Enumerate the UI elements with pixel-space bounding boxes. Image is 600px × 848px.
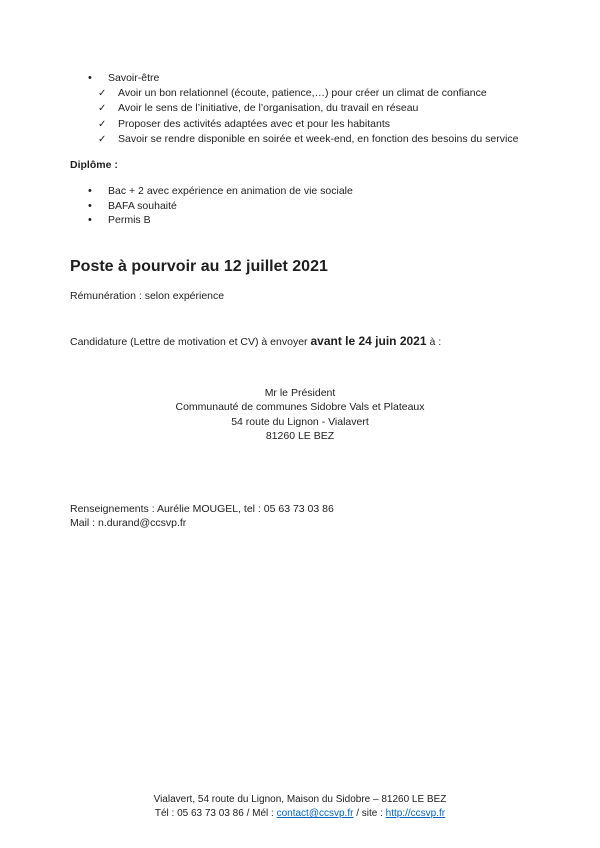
- footer-address-line: Vialavert, 54 route du Lignon, Maison du Sidobre – 81260 LE BEZ: [153, 794, 447, 805]
- address-line: Mr le Président: [264, 386, 336, 399]
- address-line: 54 route du Lignon - Vialavert: [231, 415, 369, 428]
- email-link[interactable]: contact@ccsvp.fr: [276, 808, 354, 819]
- list-item: [70, 184, 530, 199]
- checkmark-icon: ✓: [98, 134, 107, 145]
- check-item: [70, 86, 530, 102]
- checkmark-icon: ✓: [98, 103, 107, 114]
- candidature-suffix: à :: [426, 336, 442, 348]
- bullet-icon: •: [88, 214, 92, 226]
- check-item-text: Proposer des activités adaptées avec et pour les habitants: [118, 117, 390, 130]
- bullet-icon: •: [88, 199, 92, 212]
- remuneration-text: Rémunération : selon expérience: [70, 289, 225, 302]
- list-item-text: Permis B: [108, 214, 151, 226]
- diplome-list: [70, 184, 530, 228]
- footer-contact-separator: / site :: [353, 808, 386, 819]
- footer-contact-prefix: Tél : 05 63 73 03 86 / Mél :: [154, 808, 277, 819]
- check-item-text: Savoir se rendre disponible en soirée et week-end, en fonction des besoins du service: [118, 133, 519, 145]
- address-block: [70, 386, 530, 444]
- check-item: [70, 101, 530, 117]
- bullet-icon: •: [88, 185, 92, 197]
- check-item: [70, 117, 530, 133]
- poste-heading: Poste à pourvoir au 12 juillet 2021: [70, 257, 328, 275]
- savoir-etre-title-row: [70, 71, 530, 86]
- savoir-etre-title: Savoir-être: [108, 72, 160, 84]
- renseignements-text: Renseignements : Aurélie MOUGEL, tel : 05 63 73 03 86: [70, 502, 334, 515]
- check-item: [70, 132, 530, 148]
- candidature-prefix: Candidature (Lettre de motivation et CV) à envoyer: [70, 336, 311, 348]
- footer-contact-line: [0, 807, 600, 821]
- list-item: [70, 213, 530, 228]
- candidature-deadline: avant le 24 juin 2021: [310, 334, 427, 348]
- list-item-text: Bac + 2 avec expérience en animation de vie sociale: [108, 185, 353, 197]
- page-footer: [0, 793, 600, 821]
- check-item-text: Avoir un bon relationnel (écoute, patience,…) pour créer un climat de confiance: [118, 86, 487, 99]
- list-item-text: BAFA souhaité: [108, 199, 177, 212]
- website-link[interactable]: http://ccsvp.fr: [385, 808, 446, 819]
- checkmark-icon: ✓: [98, 118, 107, 130]
- list-item: [70, 199, 530, 214]
- mail-text: Mail : n.durand@ccsvp.fr: [70, 517, 187, 529]
- address-line: 81260 LE BEZ: [265, 430, 335, 442]
- candidature-text: [70, 334, 530, 350]
- check-item-text: Avoir le sens de l’initiative, de l’organisation, du travail en réseau: [118, 102, 419, 114]
- checkmark-icon: ✓: [98, 87, 107, 99]
- bullet-icon: •: [88, 72, 92, 84]
- address-line: Communauté de communes Sidobre Vals et Plateaux: [175, 401, 425, 413]
- diplome-label: Diplôme :: [70, 158, 118, 171]
